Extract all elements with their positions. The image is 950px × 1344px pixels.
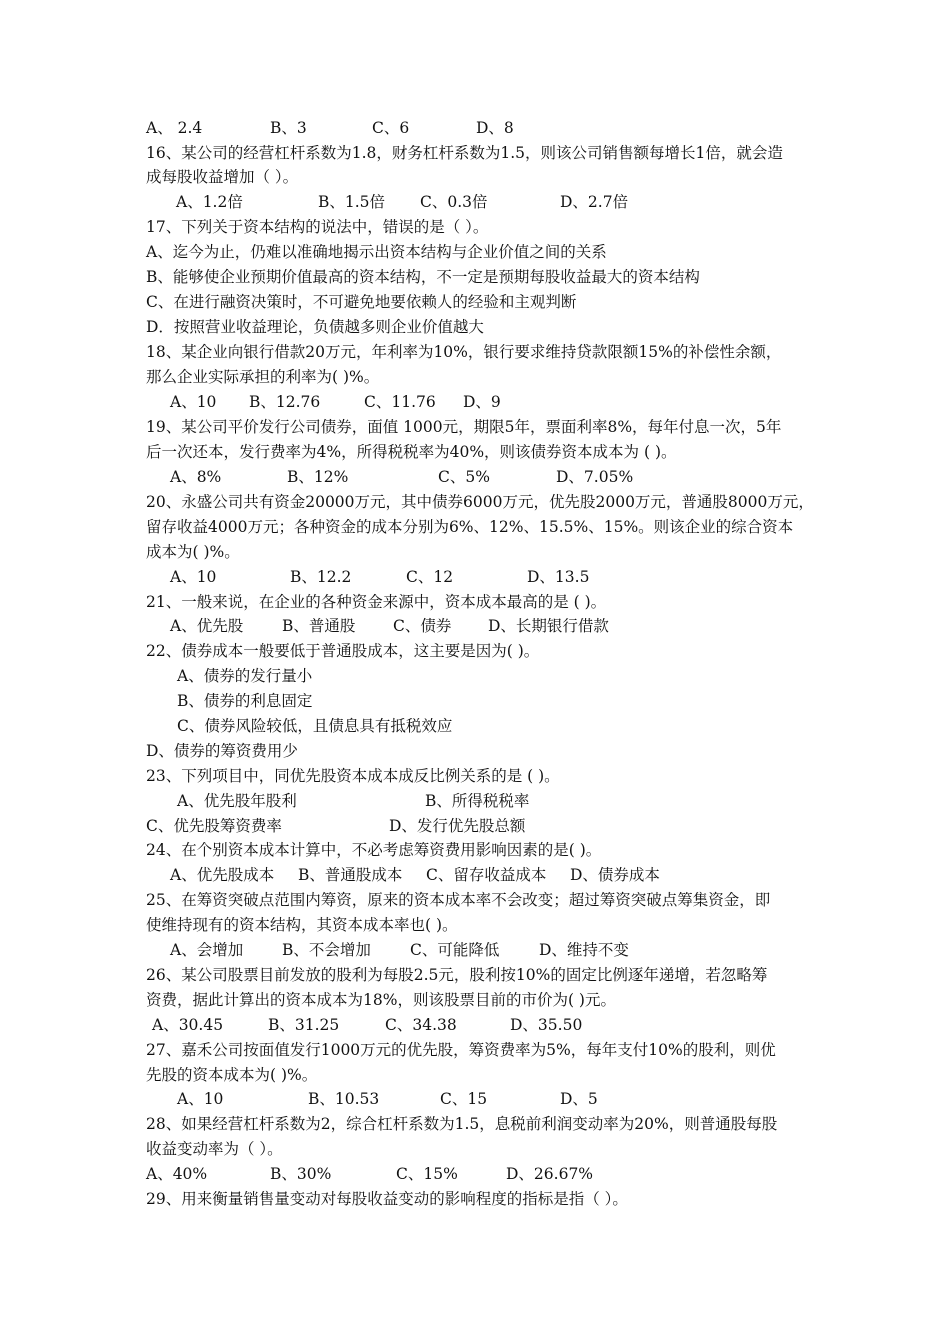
option-d: D、债券的筹资费用少 (146, 742, 298, 760)
question-text: 资费，据此计算出的资本成本为18%，则该股票目前的市价为( )元。 (146, 991, 616, 1009)
option-b: B、普通股成本 (298, 866, 403, 884)
option-c: C、在进行融资决策时，不可避免地要依赖人的经验和主观判断 (146, 293, 577, 311)
question-text: 留存收益4000万元；各种资金的成本分别为6%、12%、15.5%、15%。则该企业的综合资本 (146, 518, 794, 536)
option-d: D、9 (463, 393, 501, 411)
option-b: B、10.53 (308, 1090, 380, 1108)
option-c: C、15% (396, 1165, 458, 1183)
option-a: A、1.2倍 (176, 193, 243, 211)
question-text: 22、债券成本一般要低于普通股成本，这主要是因为( )。 (146, 642, 540, 660)
option-d: D、8 (476, 119, 514, 137)
question-text: 18、某企业向银行借款20万元，年利率为10%，银行要求维持贷款限额15%的补偿性余额， (146, 343, 782, 361)
option-a: A、10 (170, 568, 217, 586)
question-text: 27、嘉禾公司按面值发行1000万元的优先股，筹资费率为5%，每年支付10%的股利，则优 (146, 1041, 776, 1059)
option-a: A、10 (177, 1090, 224, 1108)
option-d: D、债券成本 (570, 866, 660, 884)
option-a: A、会增加 (170, 941, 244, 959)
option-c: C、债券风险较低，且债息具有抵税效应 (177, 717, 453, 735)
option-d: D、发行优先股总额 (389, 817, 526, 835)
option-b: B、不会增加 (282, 941, 371, 959)
question-text: 成每股收益增加（ ）。 (146, 168, 299, 186)
option-c: C、留存收益成本 (426, 866, 547, 884)
option-c: C、12 (406, 568, 454, 586)
option-d: D、5 (560, 1090, 598, 1108)
option-c: C、15 (440, 1090, 488, 1108)
question-text: 那么企业实际承担的利率为( )%。 (146, 368, 380, 386)
option-c: C、优先股筹资费率 (146, 817, 282, 835)
question-text: 使维持现有的资本结构，其资本成本率也( )。 (146, 916, 458, 934)
option-c: C、0.3倍 (420, 193, 488, 211)
option-a: A、优先股年股利 (177, 792, 297, 810)
question-text: 23、下列项目中，同优先股资本成本成反比例关系的是 ( )。 (146, 767, 560, 785)
option-d: D、长期银行借款 (488, 617, 609, 635)
question-text: 先股的资本成本为( )%。 (146, 1066, 318, 1084)
option-b: B、12.2 (290, 568, 352, 586)
option-b: B、能够使企业预期价值最高的资本结构，不一定是预期每股收益最大的资本结构 (146, 268, 700, 286)
option-c: C、债券 (393, 617, 452, 635)
question-text: 26、某公司股票目前发放的股利为每股2.5元，股利按10%的固定比例逐年递增，若忽略筹 (146, 966, 768, 984)
option-b: B、所得税税率 (425, 792, 530, 810)
question-text: 20、永盛公司共有资金20000万元，其中债券6000万元，优先股2000万元，普通股8000万元， (146, 493, 814, 511)
option-b: B、12% (287, 468, 349, 486)
option-b: B、30% (270, 1165, 332, 1183)
option-b: B、普通股 (282, 617, 356, 635)
option-d: D、维持不变 (539, 941, 629, 959)
option-c: C、可能降低 (410, 941, 500, 959)
question-text: 29、用来衡量销售量变动对每股收益变动的影响程度的指标是指（ ）。 (146, 1190, 628, 1208)
option-a: A、10 (170, 393, 217, 411)
option-a: A、优先股成本 (170, 866, 275, 884)
option-d: D、26.67% (506, 1165, 594, 1183)
option-a: A、8% (170, 468, 222, 486)
option-b: B、债券的利息固定 (177, 692, 313, 710)
option-d: D、35.50 (510, 1016, 583, 1034)
option-a: A、 2.4 (146, 119, 203, 137)
option-c: C、6 (372, 119, 410, 137)
option-a: A、债券的发行量小 (177, 667, 313, 685)
question-text: 28、如果经营杠杆系数为2，综合杠杆系数为1.5，息税前利润变动率为20%，则普通股每股 (146, 1115, 778, 1133)
option-b: B、1.5倍 (318, 193, 386, 211)
question-text: 19、某公司平价发行公司债券，面值 1000元，期限5年，票面利率8%，每年付息一次，5年 (146, 418, 782, 436)
option-a: A、40% (146, 1165, 208, 1183)
question-text: 成本为( )%。 (146, 543, 240, 561)
option-a: A、优先股 (170, 617, 244, 635)
option-b: B、12.76 (249, 393, 321, 411)
question-text: 25、在筹资突破点范围内筹资，原来的资本成本率不会改变；超过筹资突破点筹集资金，即 (146, 891, 771, 909)
option-d: D、13.5 (527, 568, 590, 586)
question-text: 21、一般来说，在企业的各种资金来源中，资本成本最高的是 ( )。 (146, 593, 607, 611)
question-text: 24、在个别资本成本计算中，不必考虑筹资费用影响因素的是( )。 (146, 841, 602, 859)
question-text: 收益变动率为（ ）。 (146, 1140, 283, 1158)
option-d: D、2.7倍 (560, 193, 629, 211)
option-c: C、5% (438, 468, 490, 486)
option-c: C、34.38 (385, 1016, 457, 1034)
option-a: A、迄今为止，仍难以准确地揭示出资本结构与企业价值之间的关系 (146, 243, 607, 261)
question-text: 16、某公司的经营杠杆系数为1.8，财务杠杆系数为1.5，则该公司销售额每增长1倍，就会造 (146, 144, 783, 162)
option-a: A、30.45 (152, 1016, 224, 1034)
question-text: 后一次还本，发行费率为4%，所得税税率为40%，则该债券资本成本为 ( )。 (146, 443, 677, 461)
option-b: B、31.25 (268, 1016, 340, 1034)
option-c: C、11.76 (364, 393, 436, 411)
option-d: D．按照营业收益理论，负债越多则企业价值越大 (146, 318, 484, 336)
option-b: B、3 (270, 119, 307, 137)
question-text: 17、下列关于资本结构的说法中，错误的是（ ）。 (146, 218, 489, 236)
option-d: D、7.05% (556, 468, 634, 486)
